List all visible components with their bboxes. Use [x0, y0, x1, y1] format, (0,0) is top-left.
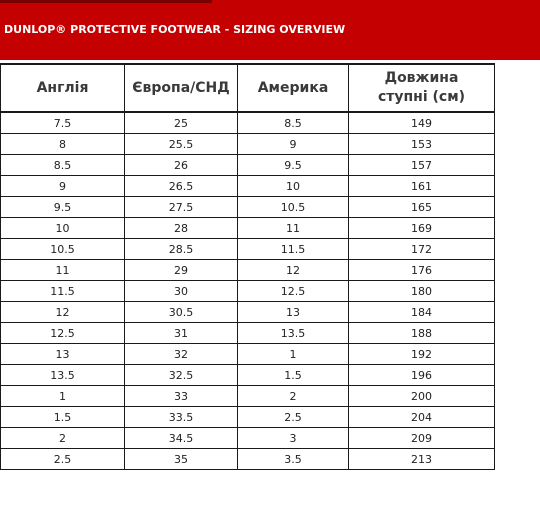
cell-us-size: 11.5	[238, 239, 349, 260]
cell-uk-size: 7.5	[1, 112, 125, 134]
cell-europe-size: 25	[125, 112, 238, 134]
table-row	[1, 197, 495, 218]
cell-foot-length: 149	[349, 112, 495, 134]
cell-uk-size: 9	[1, 176, 125, 197]
cell-europe-size: 28.5	[125, 239, 238, 260]
cell-europe-size: 33	[125, 386, 238, 407]
table-row	[1, 344, 495, 365]
cell-us-size: 13.5	[238, 323, 349, 344]
header-top-line	[0, 0, 212, 3]
table-row	[1, 176, 495, 197]
table-row	[1, 323, 495, 344]
table-row	[1, 239, 495, 260]
cell-europe-size: 31	[125, 323, 238, 344]
cell-uk-size: 2	[1, 428, 125, 449]
table-row	[1, 134, 495, 155]
cell-foot-length: 153	[349, 134, 495, 155]
cell-uk-size: 11.5	[1, 281, 125, 302]
cell-us-size: 9.5	[238, 155, 349, 176]
cell-europe-size: 28	[125, 218, 238, 239]
cell-uk-size: 2.5	[1, 449, 125, 470]
cell-uk-size: 8.5	[1, 155, 125, 176]
table-row	[1, 281, 495, 302]
column-header-foot-length: Довжина ступні (см)	[349, 64, 495, 112]
cell-europe-size: 32.5	[125, 365, 238, 386]
cell-europe-size: 30	[125, 281, 238, 302]
page-title: DUNLOP® PROTECTIVE FOOTWEAR - SIZING OVERVIEW	[4, 23, 346, 36]
cell-uk-size: 8	[1, 134, 125, 155]
table-row	[1, 302, 495, 323]
cell-uk-size: 12	[1, 302, 125, 323]
cell-europe-size: 26.5	[125, 176, 238, 197]
cell-foot-length: 169	[349, 218, 495, 239]
cell-uk-size: 13	[1, 344, 125, 365]
table-row	[1, 428, 495, 449]
sizing-table-container	[0, 63, 495, 470]
table-row	[1, 407, 495, 428]
cell-us-size: 3	[238, 428, 349, 449]
table-row	[1, 365, 495, 386]
table-row	[1, 260, 495, 281]
cell-foot-length: 204	[349, 407, 495, 428]
cell-us-size: 2.5	[238, 407, 349, 428]
cell-uk-size: 1	[1, 386, 125, 407]
cell-us-size: 11	[238, 218, 349, 239]
cell-foot-length: 209	[349, 428, 495, 449]
cell-us-size: 12.5	[238, 281, 349, 302]
table-row	[1, 386, 495, 407]
cell-europe-size: 33.5	[125, 407, 238, 428]
cell-uk-size: 10	[1, 218, 125, 239]
cell-europe-size: 29	[125, 260, 238, 281]
table-row	[1, 155, 495, 176]
cell-europe-size: 32	[125, 344, 238, 365]
table-header-row	[1, 64, 495, 112]
cell-us-size: 13	[238, 302, 349, 323]
cell-foot-length: 184	[349, 302, 495, 323]
cell-foot-length: 196	[349, 365, 495, 386]
cell-foot-length: 161	[349, 176, 495, 197]
cell-uk-size: 12.5	[1, 323, 125, 344]
cell-us-size: 10	[238, 176, 349, 197]
cell-us-size: 10.5	[238, 197, 349, 218]
cell-uk-size: 11	[1, 260, 125, 281]
cell-foot-length: 188	[349, 323, 495, 344]
cell-europe-size: 30.5	[125, 302, 238, 323]
column-header-us: Америка	[238, 64, 349, 112]
cell-foot-length: 172	[349, 239, 495, 260]
cell-foot-length: 157	[349, 155, 495, 176]
sizing-table	[0, 63, 495, 470]
cell-foot-length: 192	[349, 344, 495, 365]
cell-uk-size: 9.5	[1, 197, 125, 218]
cell-uk-size: 1.5	[1, 407, 125, 428]
header-bar	[0, 0, 540, 60]
cell-us-size: 1.5	[238, 365, 349, 386]
cell-us-size: 2	[238, 386, 349, 407]
table-row	[1, 218, 495, 239]
cell-europe-size: 26	[125, 155, 238, 176]
cell-uk-size: 10.5	[1, 239, 125, 260]
table-row	[1, 112, 495, 134]
cell-us-size: 12	[238, 260, 349, 281]
cell-uk-size: 13.5	[1, 365, 125, 386]
cell-foot-length: 180	[349, 281, 495, 302]
cell-europe-size: 25.5	[125, 134, 238, 155]
cell-foot-length: 165	[349, 197, 495, 218]
column-header-europe: Європа/СНД	[125, 64, 238, 112]
cell-us-size: 8.5	[238, 112, 349, 134]
cell-europe-size: 27.5	[125, 197, 238, 218]
cell-europe-size: 34.5	[125, 428, 238, 449]
cell-us-size: 1	[238, 344, 349, 365]
cell-foot-length: 176	[349, 260, 495, 281]
cell-foot-length: 213	[349, 449, 495, 470]
cell-europe-size: 35	[125, 449, 238, 470]
column-header-uk: Англія	[1, 64, 125, 112]
cell-us-size: 9	[238, 134, 349, 155]
table-body	[1, 112, 495, 470]
cell-us-size: 3.5	[238, 449, 349, 470]
cell-foot-length: 200	[349, 386, 495, 407]
table-row	[1, 449, 495, 470]
